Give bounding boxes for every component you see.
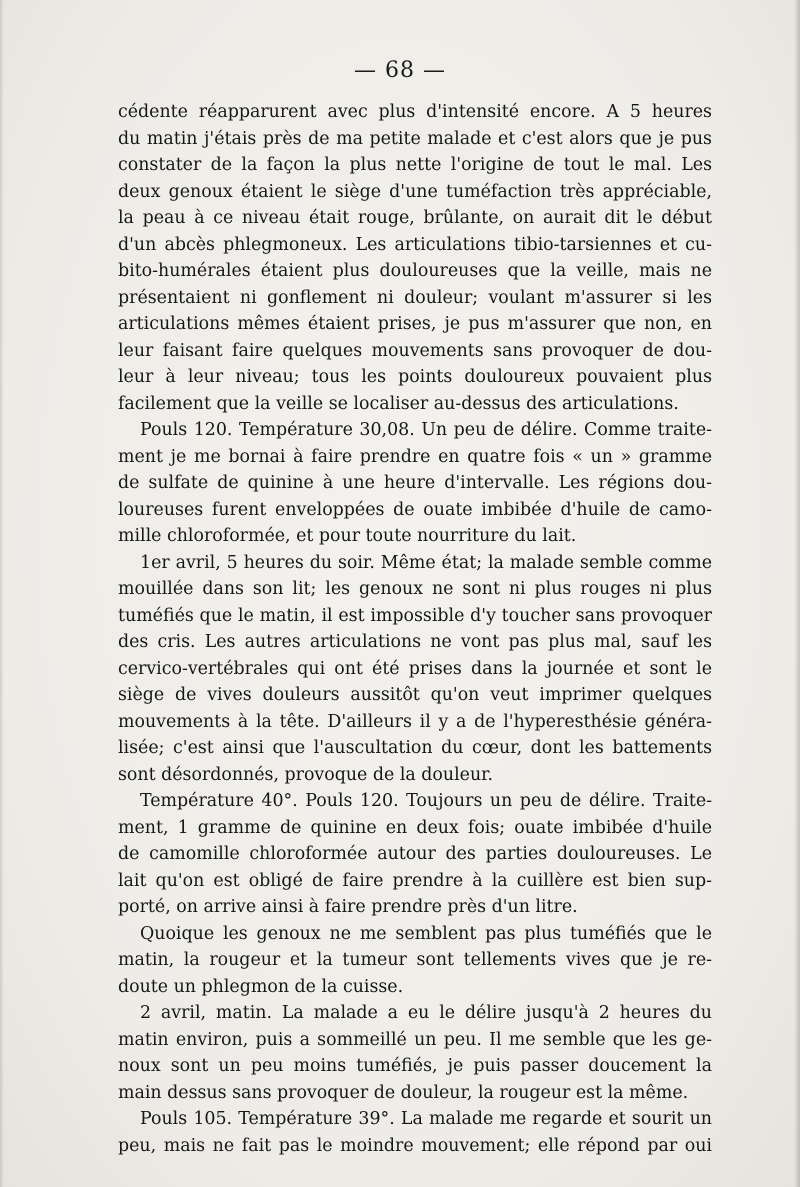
text-line: peu, mais ne fait pas le moindre mouvement; elle répond par oui xyxy=(118,1135,712,1156)
text-line: articulations mêmes étaient prises, je pus m'assurer que non, en xyxy=(118,314,712,334)
text-line: main dessus sans provoquer de douleur, la rougeur est la même. xyxy=(118,1082,689,1103)
paragraph-start-line: Température 40°. Pouls 120. Toujours un peu de délire. Traite- xyxy=(140,791,712,811)
text-line: leur à leur niveau; tous les points douloureux pouvaient plus xyxy=(118,367,712,387)
text-line: la peau à ce niveau était rouge, brûlante, on aurait dit le début xyxy=(118,208,712,228)
text-line: bito-humérales étaient plus douloureuses que la veille, mais ne xyxy=(118,261,712,281)
paragraph-start-line: Pouls 120. Température 30,08. Un peu de délire. Comme traite- xyxy=(140,420,712,440)
scan-edge-right xyxy=(794,0,800,1187)
text-line: matin environ, puis a sommeillé un peu. Il me semble que les ge- xyxy=(118,1029,712,1050)
text-line: constater de la façon la plus nette l'origine de tout le mal. Les xyxy=(118,155,712,175)
paragraph-start-line: 1er avril, 5 heures du soir. Même état; la malade semble comme xyxy=(140,552,712,573)
text-line: facilement que la veille se localiser au-dessus des articulations. xyxy=(118,393,679,414)
body-text xyxy=(118,99,712,1159)
text-line: sont désordonnés, provoque de la douleur. xyxy=(118,764,494,785)
text-line: de camomille chloroformée autour des parties douloureuses. Le xyxy=(118,844,712,864)
text-line: d'un abcès phlegmoneux. Les articulations tibio-tarsiennes et cu- xyxy=(118,234,712,255)
text-line: mouillée dans son lit; les genoux ne sont ni plus rouges ni plus xyxy=(118,579,712,599)
text-line: de sulfate de quinine à une heure d'intervalle. Les régions dou- xyxy=(118,473,712,493)
text-line: siège de vives douleurs aussitôt qu'on veut imprimer quelques xyxy=(118,685,712,705)
text-line: mouvements à la tête. D'ailleurs il y a de l'hyperesthésie généra- xyxy=(118,711,712,732)
text-line: ment, 1 gramme de quinine en deux fois; ouate imbibée d'huile xyxy=(118,817,712,838)
paragraph-start-line: 2 avril, matin. La malade a eu le délire jusqu'à 2 heures du xyxy=(140,1003,712,1023)
text-line: cervico-vertébrales qui ont été prises dans la journée et sont le xyxy=(118,658,712,679)
text-line: noux sont un peu moins tuméfiés, je puis passer doucement la xyxy=(118,1056,712,1076)
page-number: — 68 — xyxy=(354,58,446,83)
text-line: porté, on arrive ainsi à faire prendre près d'un litre. xyxy=(118,897,578,917)
text-line: leur faisant faire quelques mouvements sans provoquer de dou- xyxy=(118,340,712,361)
text-line: lisée; c'est ainsi que l'auscultation du cœur, dont les battements xyxy=(118,738,712,758)
text-line: ment je me bornai à faire prendre en quatre fois « un » gramme xyxy=(118,446,712,467)
text-line: mille chloroformée, et pour toute nourriture du lait. xyxy=(118,526,577,546)
paragraph-start-line: Quoique les genoux ne me semblent pas plus tuméfiés que le xyxy=(140,923,712,944)
text-line: doute un phlegmon de la cuisse. xyxy=(118,976,404,997)
text-line: des cris. Les autres articulations ne vont pas plus mal, sauf les xyxy=(118,632,712,652)
text-line: matin, la rougeur et la tumeur sont tellements vives que je re- xyxy=(118,950,712,970)
text-line: cédente réapparurent avec plus d'intensité encore. A 5 heures xyxy=(118,102,712,122)
paragraph-start-line: Pouls 105. Température 39°. La malade me regarde et sourit un xyxy=(140,1109,712,1129)
text-line: présentaient ni gonflement ni douleur; voulant m'assurer si les xyxy=(118,287,712,308)
scan-edge-left xyxy=(0,0,4,1187)
text-line: tuméfiés que le matin, il est impossible d'y toucher sans provoquer xyxy=(118,605,712,626)
text-line: du matin j'étais près de ma petite malade et c'est alors que je pus xyxy=(118,128,712,149)
text-line: deux genoux étaient le siège d'une tuméfaction très appréciable, xyxy=(118,181,712,202)
text-line: loureuses furent enveloppées de ouate imbibée d'huile de camo- xyxy=(118,499,712,520)
text-line: lait qu'on est obligé de faire prendre à la cuillère est bien sup- xyxy=(118,870,712,891)
